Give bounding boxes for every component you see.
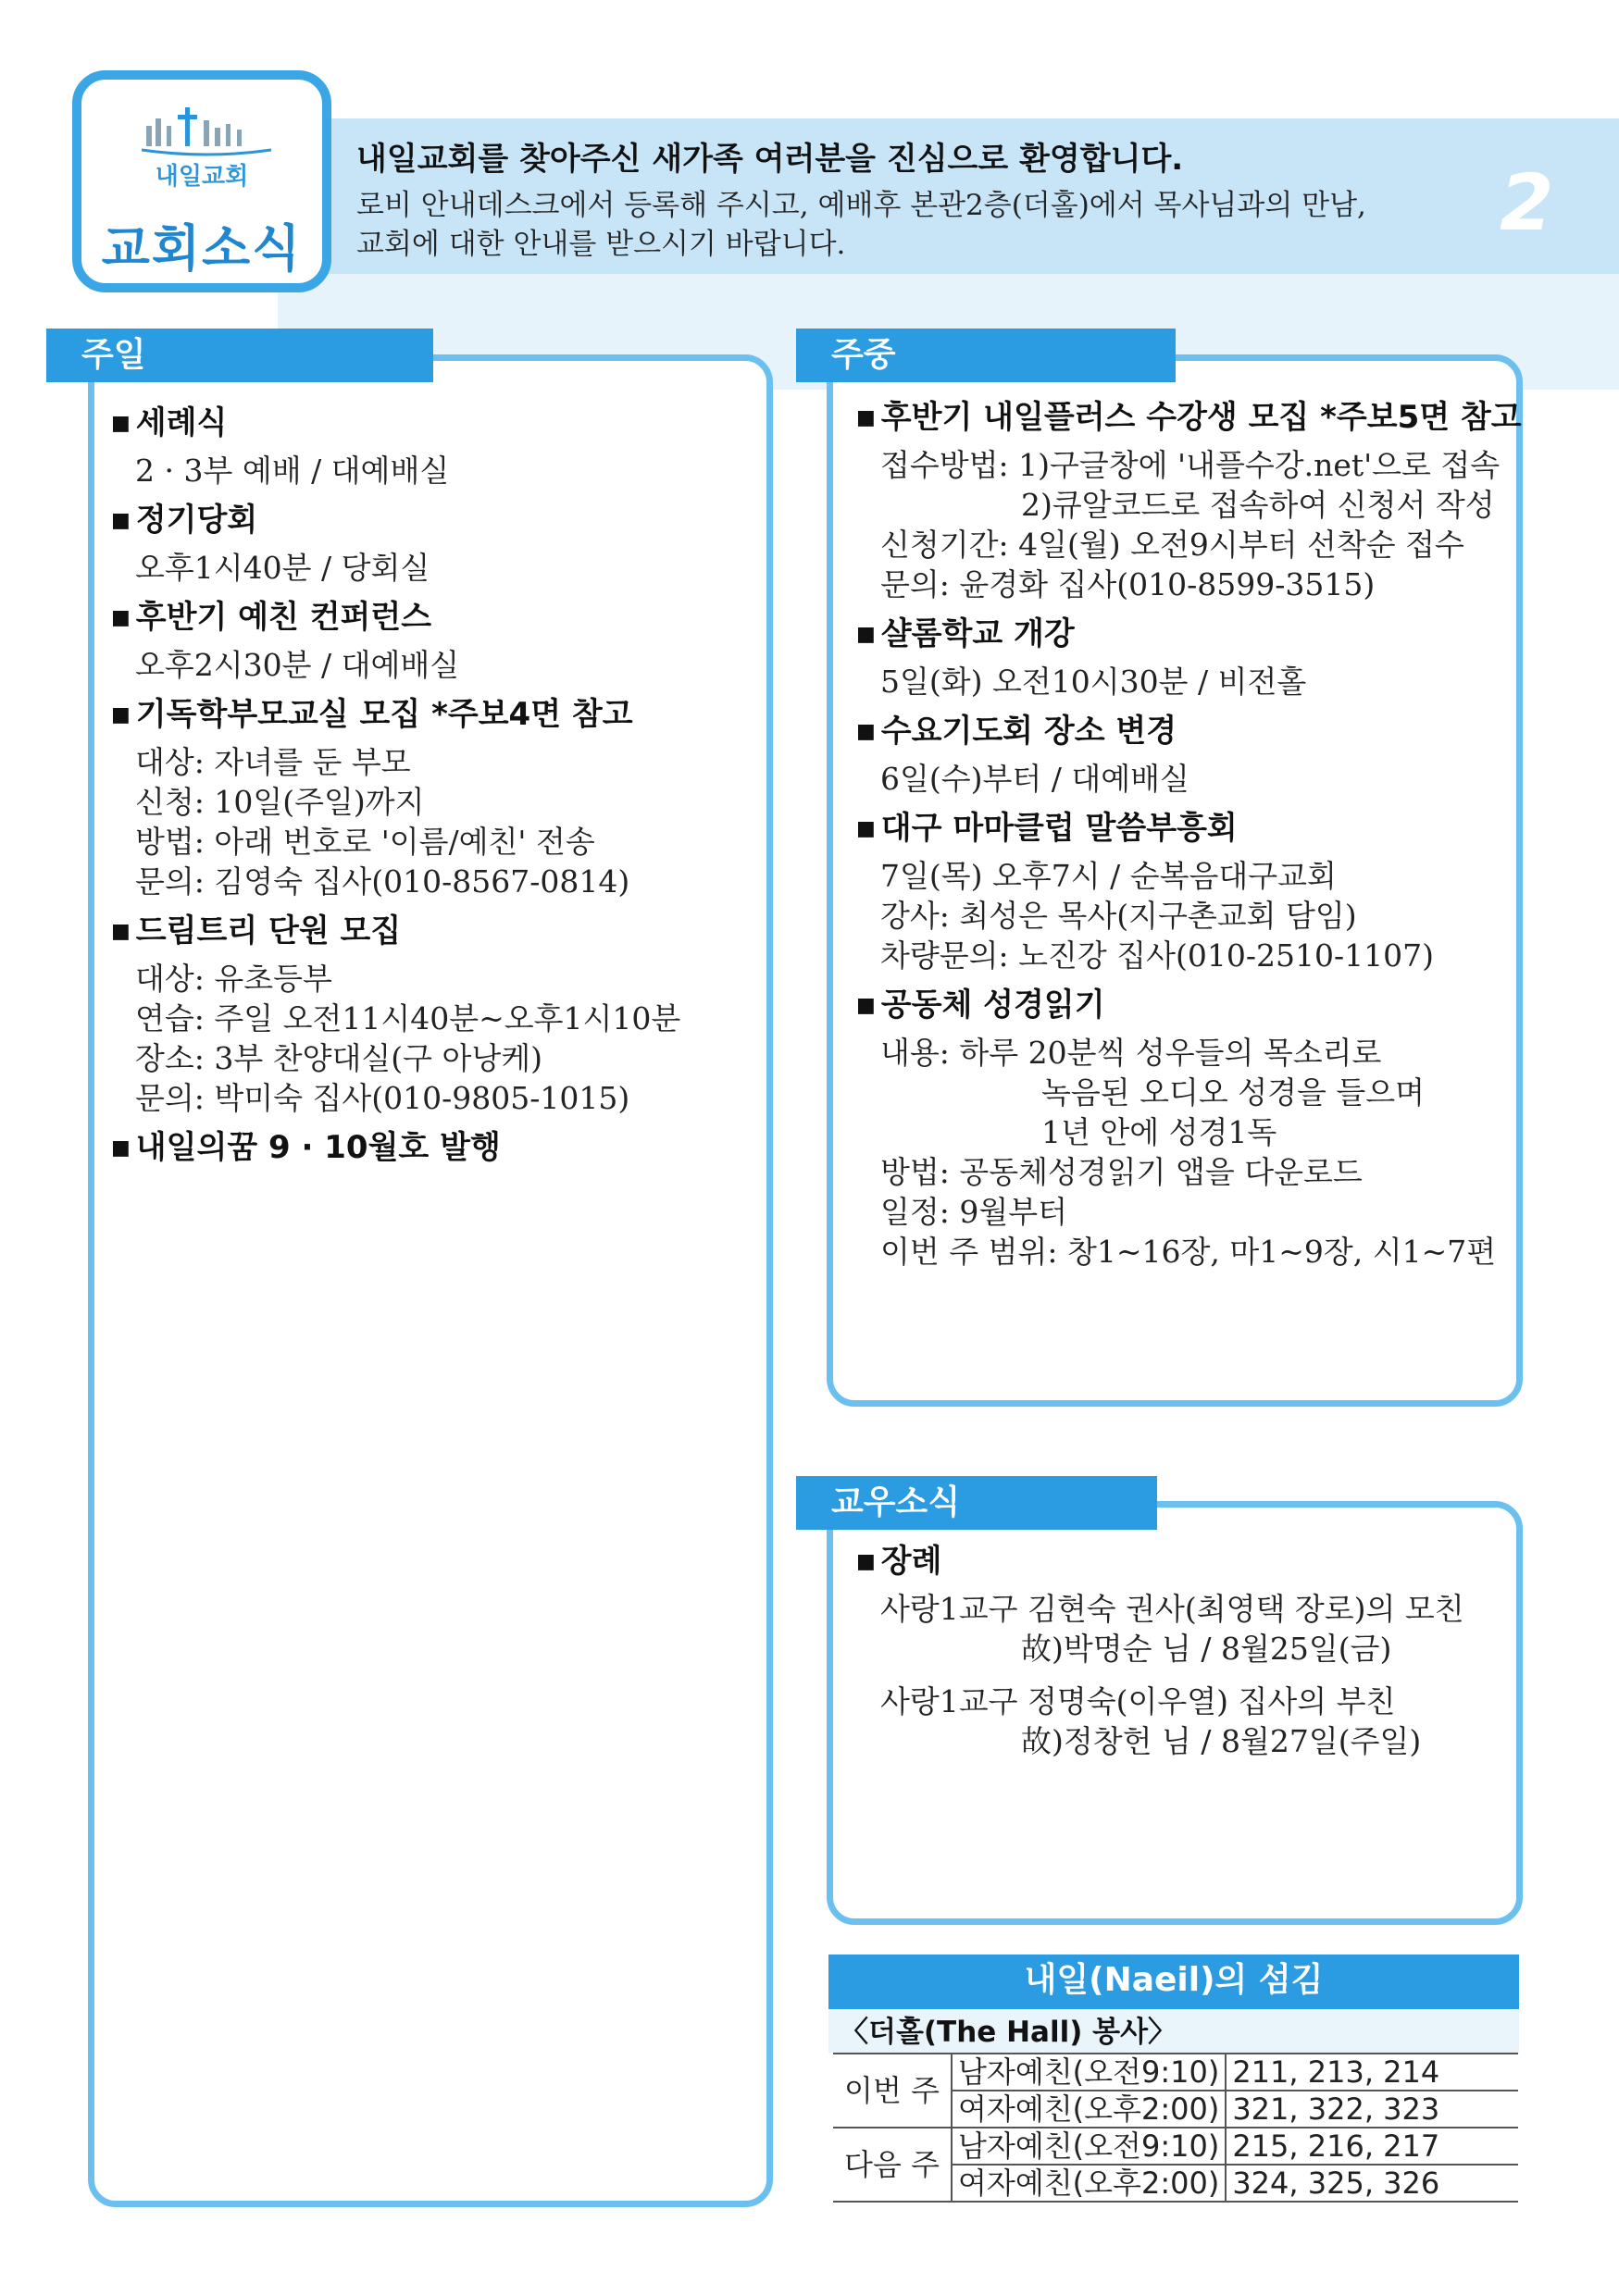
welcome-line-2: 교회에 대한 안내를 받으시기 바랍니다.	[356, 228, 846, 261]
group-cell: 남자예친(오전9:10)	[952, 2054, 1226, 2091]
item-line: 신청: 10일(주일)까지	[135, 784, 425, 820]
item-line: 2 · 3부 예배 / 대예배실	[135, 453, 450, 489]
item-line: 내용: 하루 20분씩 성우들의 목소리로	[880, 1035, 1382, 1071]
item-line: 7일(목) 오후7시 / 순복음대구교회	[880, 858, 1337, 894]
tab-members: 교우소식	[796, 1476, 1157, 1530]
service-title: 내일(Naeil)의 섬김	[828, 1955, 1519, 2006]
item-line: 장소: 3부 찬양대실(구 아낭케)	[135, 1040, 542, 1076]
list-item	[856, 805, 1523, 975]
logo-name: 내일교회	[155, 163, 249, 191]
item-line: 강사: 최성은 목사(지구촌교회 담임)	[880, 898, 1357, 934]
numbers-cell: 215, 216, 217	[1226, 2128, 1518, 2165]
item-line: 문의: 박미숙 집사(010-9805-1015)	[135, 1080, 630, 1116]
list-item	[111, 691, 759, 901]
member-line: 사랑1교구 김현숙 권사(최영택 장로)의 모친	[880, 1591, 1464, 1627]
item-line: 오후1시40분 / 당회실	[135, 550, 430, 586]
week-cell: 다음 주	[833, 2128, 952, 2202]
item-title: ■ 후반기 예친 컨퍼런스	[111, 594, 759, 645]
service-subtitle: 〈더홀(The Hall) 봉사〉	[828, 2006, 1519, 2053]
list-item	[856, 708, 1523, 799]
tab-sunday: 주일	[46, 329, 433, 382]
item-title: ■ 공동체 성경읽기	[856, 982, 1523, 1033]
item-title: ■ 정기당회	[111, 497, 759, 548]
list-item	[856, 982, 1523, 1272]
item-title: ■ 대구 마마클럽 말씀부흥회	[856, 805, 1523, 856]
item-line: 문의: 김영숙 집사(010-8567-0814)	[135, 863, 630, 900]
weekday-list	[856, 394, 1523, 1278]
group-cell: 남자예친(오전9:10)	[952, 2128, 1226, 2165]
item-line: 방법: 공동체성경읽기 앱을 다운로드	[880, 1154, 1363, 1190]
item-line: 차량문의: 노진강 집사(010-2510-1107)	[880, 937, 1435, 974]
page-number: 2	[1500, 157, 1554, 248]
numbers-cell: 324, 325, 326	[1226, 2165, 1518, 2202]
member-line: 사랑1교구 정명숙(이우열) 집사의 부친	[880, 1683, 1396, 1719]
item-title: ■ 후반기 내일플러스 수강생 모집 *주보5면 참고	[856, 394, 1523, 445]
item-line: 이번 주 범위: 창1~16장, 마1~9장, 시1~7편	[880, 1234, 1497, 1270]
item-line: 1년 안에 성경1독	[1041, 1114, 1277, 1150]
item-line: 6일(수)부터 / 대예배실	[880, 761, 1189, 797]
table-row	[833, 2054, 1518, 2091]
member-line: 故)정창헌 님 / 8월27일(주일)	[1021, 1723, 1422, 1759]
item-title: ■ 드림트리 단원 모집	[111, 908, 759, 959]
item-title: ■ 수요기도회 장소 변경	[856, 708, 1523, 759]
members-list	[856, 1538, 1523, 1761]
service-table	[833, 2053, 1518, 2203]
item-line: 신청기간: 4일(월) 오전9시부터 선착순 접수	[880, 527, 1464, 563]
list-item	[856, 394, 1523, 604]
item-line: 2)큐알코드로 접속하여 신청서 작성	[1021, 487, 1495, 523]
week-cell: 이번 주	[833, 2054, 952, 2128]
list-item	[111, 497, 759, 588]
item-title: ■ 샬롬학교 개강	[856, 611, 1523, 662]
item-line: 녹음된 오디오 성경을 들으며	[1041, 1074, 1426, 1111]
welcome-line-1: 로비 안내데스크에서 등록해 주시고, 예배후 본관2층(더홀)에서 목사님과의 만남,	[356, 189, 1366, 222]
list-item	[111, 1124, 759, 1175]
sunday-list	[111, 400, 759, 1182]
group-cell: 여자예친(오후2:00)	[952, 2091, 1226, 2128]
item-line: 일정: 9월부터	[880, 1194, 1067, 1230]
item-line: 대상: 자녀를 둔 부모	[135, 744, 411, 780]
item-line: 문의: 윤경화 집사(010-8599-3515)	[880, 566, 1376, 602]
list-item	[856, 611, 1523, 701]
table-row	[833, 2128, 1518, 2165]
list-item	[111, 908, 759, 1118]
item-title: ■ 장례	[856, 1538, 1523, 1589]
section-title: 교회소식	[101, 219, 303, 278]
item-line: 오후2시30분 / 대예배실	[135, 647, 460, 683]
item-line: 대상: 유초등부	[135, 961, 332, 997]
item-line: 접수방법: 1)구글창에 '내플수강.net'으로 접속	[880, 447, 1501, 483]
numbers-cell: 211, 213, 214	[1226, 2054, 1518, 2091]
logo-box	[72, 70, 331, 292]
member-line: 故)박명순 님 / 8월25일(금)	[1021, 1631, 1392, 1667]
item-title: ■ 세례식	[111, 400, 759, 451]
list-item	[111, 400, 759, 490]
item-line: 연습: 주일 오전11시40분~오후1시10분	[135, 1000, 681, 1036]
numbers-cell: 321, 322, 323	[1226, 2091, 1518, 2128]
item-title: ■ 내일의꿈 9 · 10월호 발행	[111, 1124, 759, 1175]
tab-weekday: 주중	[796, 329, 1176, 382]
church-logo-icon	[137, 98, 276, 163]
welcome-title: 내일교회를 찾아주신 새가족 여러분을 진심으로 환영합니다.	[356, 141, 1184, 178]
list-item	[111, 594, 759, 685]
item-line: 방법: 아래 번호로 '이름/예친' 전송	[135, 824, 595, 860]
item-line: 5일(화) 오전10시30분 / 비전홀	[880, 664, 1307, 700]
item-title: ■ 기독학부모교실 모집 *주보4면 참고	[111, 691, 759, 742]
group-cell: 여자예친(오후2:00)	[952, 2165, 1226, 2202]
